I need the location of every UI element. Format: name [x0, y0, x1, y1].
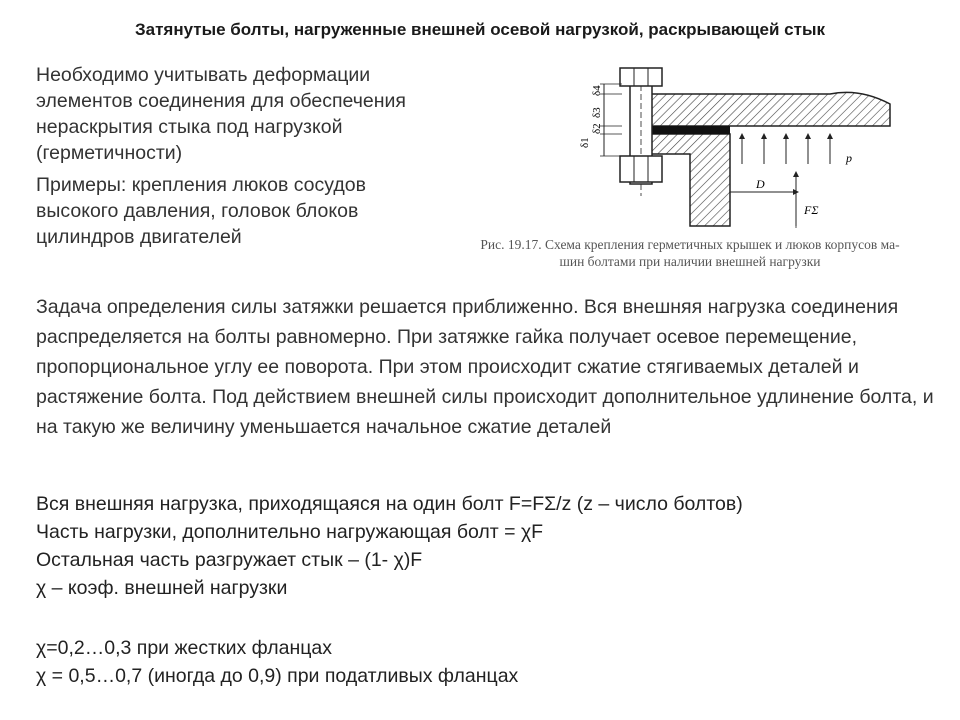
label-delta-2: δ2 [591, 123, 603, 134]
load-formulas [36, 490, 936, 602]
task-description: Задача определения силы затяжки решается приближенно. Вся внешняя нагрузка соединения распределяется на болты равномерно. При затяжке гайка получает осевое перемещение, пропорциональное углу ее поворота. При этом происходит сжатие стягиваемых деталей и растяжение болта. Под действием внешней силы происходит дополнительное удлинение болта, и на такую же величину уменьшается начальное сжатие деталей [36, 296, 934, 438]
cover-plate [650, 92, 890, 126]
intro-paragraph-examples: Примеры: крепления люков сосудов высокого давления, головок блоков цилиндров двигателей [36, 174, 366, 248]
label-pressure: p [846, 151, 852, 165]
bolt-nut [620, 68, 662, 86]
caption-line-1: Рис. 19.17. Схема крепления герметичных крышек и люков корпусов ма- [480, 237, 900, 252]
gasket [650, 126, 730, 134]
figure-caption [430, 236, 950, 270]
pressure-arrows [742, 136, 830, 164]
intro-paragraph-deformation: Необходимо учитывать деформации элементов соединения для обеспечения нераскрытия стыка под нагрузкой (герметичности) [36, 64, 406, 164]
slide-title: Затянутые болты, нагруженные внешней осевой нагрузкой, раскрывающей стык [135, 20, 825, 39]
bolt-joint-diagram [560, 56, 940, 234]
intro-text [36, 62, 436, 256]
label-diameter: D [756, 177, 765, 191]
formula-joint-unload: Остальная часть разгружает стык – (1- χ)F [36, 549, 423, 571]
label-delta-1: δ1 [579, 137, 591, 148]
formula-total-load: Вся внешняя нагрузка, приходящаяся на один болт F=FΣ/z (z – число болтов) [36, 493, 743, 515]
formula-chi-definition: χ – коэф. внешней нагрузки [36, 577, 288, 599]
label-delta-4: δ4 [591, 85, 603, 96]
chi-coefficients [36, 634, 936, 690]
bolt-head [620, 156, 662, 182]
formula-bolt-load: Часть нагрузки, дополнительно нагружающая болт = χF [36, 521, 544, 543]
caption-line-2: шин болтами при наличии внешней нагрузки [559, 254, 821, 269]
chi-rigid-flanges: χ=0,2…0,3 при жестких фланцах [36, 637, 333, 659]
chi-flexible-flanges: χ = 0,5…0,7 (иногда до 0,9) при податливых фланцах [36, 665, 519, 687]
label-force-sum: FΣ [804, 203, 819, 217]
label-delta-3: δ3 [591, 107, 603, 118]
